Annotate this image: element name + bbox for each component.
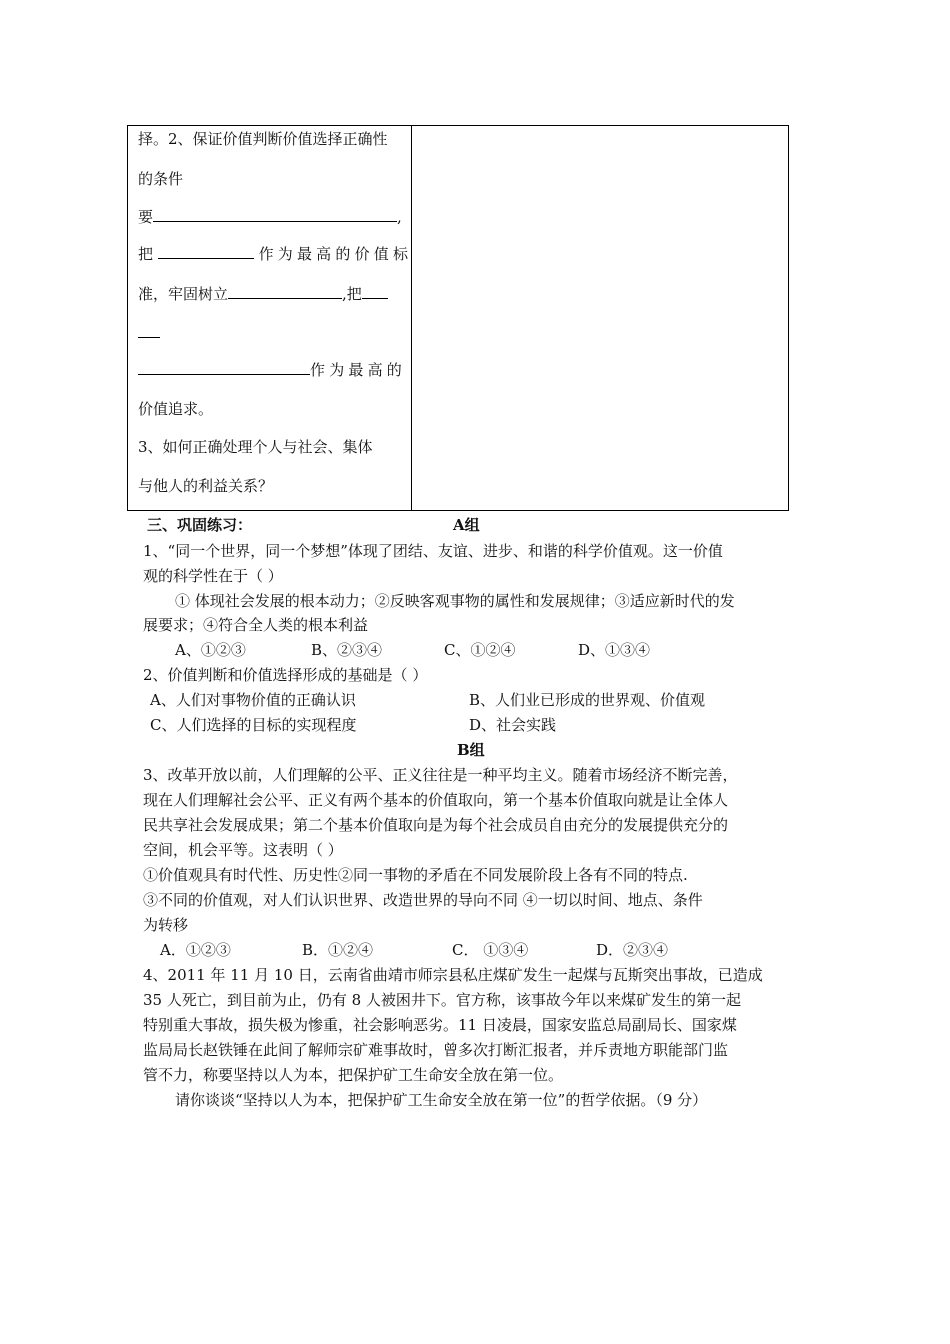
q1-option-a[interactable]: A、①②③ — [175, 641, 246, 659]
q2-option-b[interactable]: B、人们业已形成的世界观、价值观 — [469, 691, 706, 709]
table-text: , — [397, 208, 402, 226]
q3-line: 为转移 — [143, 916, 189, 934]
blank-line[interactable] — [138, 359, 310, 375]
q3-line: 民共享社会发展成果；第二个基本价值取向是为每个社会成员自由充分的发展提供充分的 — [143, 816, 729, 834]
table-column-divider — [411, 126, 412, 510]
table-line: 与他人的利益关系？ — [138, 477, 274, 495]
table-text: 作为最高的价值标 — [258, 245, 413, 263]
q3-line: ③不同的价值观，对人们认识世界、改造世界的导向不同 ④一切以时间、地点、条件 — [143, 891, 703, 909]
q1-line: 展要求；④符合全人类的根本利益 — [143, 616, 369, 634]
blank-line[interactable] — [362, 283, 388, 299]
table-line: 择。2、保证价值判断价值选择正确性 — [138, 130, 388, 148]
q3-line: 现在人们理解社会公平、正义有两个基本的价值取向，第一个基本价值取向就是让全体人 — [143, 791, 729, 809]
table-line: 的条件 — [138, 170, 184, 188]
q1-option-b[interactable]: B、②③④ — [311, 641, 383, 659]
q3-line: ①价值观具有时代性、历史性②同一事物的矛盾在不同发展阶段上各有不同的特点. — [143, 866, 688, 884]
q3-line: 空间，机会平等。这表明（ ） — [143, 841, 343, 859]
section-heading: 三、巩固练习： — [147, 516, 253, 534]
q4-prompt: 请你谈谈“坚持以人为本，把保护矿工生命安全放在第一位”的哲学依据。（9 分） — [175, 1091, 708, 1109]
table-line — [138, 322, 160, 343]
table-line — [138, 359, 406, 380]
q2-stem: 2、价值判断和价值选择形成的基础是（ ） — [143, 666, 428, 684]
table-line — [138, 206, 402, 227]
q4-line: 特别重大事故，损失极为惨重，社会影响恶劣。11 日凌晨，国家安监总局副局长、国家煤 — [143, 1016, 737, 1034]
q4-line: 监局局长赵铁锤在此间了解师宗矿难事故时，曾多次打断汇报者，并斥责地方职能部门监 — [143, 1041, 729, 1059]
q3-option-b[interactable]: B．①②④ — [302, 941, 374, 959]
table-text: ,把 — [342, 285, 362, 303]
q1-option-c[interactable]: C、①②④ — [444, 641, 516, 659]
q2-option-a[interactable]: A、人们对事物价值的正确认识 — [150, 691, 356, 709]
blank-line[interactable] — [158, 243, 254, 259]
table-text: 作为最高的 — [310, 361, 407, 379]
blank-line[interactable] — [153, 206, 397, 222]
table-line: 价值追求。 — [138, 400, 214, 418]
q3-option-d[interactable]: D．②③④ — [596, 941, 669, 959]
q1-line: 观的科学性在于（ ） — [143, 567, 283, 585]
q3-option-c[interactable]: C． ①③④ — [452, 941, 529, 959]
q2-option-c[interactable]: C、人们选择的目标的实现程度 — [150, 716, 357, 734]
table-line — [138, 283, 388, 304]
q1-line: ① 体现社会发展的根本动力；②反映客观事物的属性和发展规律；③适应新时代的发 — [175, 592, 735, 610]
table-text: 要 — [138, 208, 154, 226]
group-b-heading: B组 — [457, 741, 485, 759]
q4-line: 管不力，称要坚持以人为本，把保护矿工生命安全放在第一位。 — [143, 1066, 564, 1084]
table-text: 把 — [138, 245, 154, 263]
table-line: 3、如何正确处理个人与社会、集体 — [138, 438, 373, 456]
blank-line[interactable] — [138, 322, 160, 338]
q1-line: 1、“同一个世界，同一个梦想”体现了团结、友谊、进步、和谐的科学价值观。这一价值 — [143, 542, 723, 560]
q1-option-d[interactable]: D、①③④ — [578, 641, 651, 659]
table-text: 准，牢固树立 — [138, 285, 229, 303]
answer-table — [127, 125, 789, 511]
q2-option-d[interactable]: D、社会实践 — [469, 716, 557, 734]
q3-line: 3、改革开放以前，人们理解的公平、正义往往是一种平均主义。随着市场经济不断完善， — [143, 766, 738, 784]
q4-line: 35 人死亡，到目前为止，仍有 8 人被困井下。官方称，该事故今年以来煤矿发生的第一起 — [143, 991, 741, 1009]
q3-option-a[interactable]: A．①②③ — [160, 941, 231, 959]
q4-line: 4、2011 年 11 月 10 日，云南省曲靖市师宗县私庄煤矿发生一起煤与瓦斯突出事故，已造成 — [143, 966, 763, 984]
blank-line[interactable] — [228, 283, 342, 299]
table-line — [138, 243, 412, 264]
group-a-heading: A组 — [453, 516, 480, 534]
